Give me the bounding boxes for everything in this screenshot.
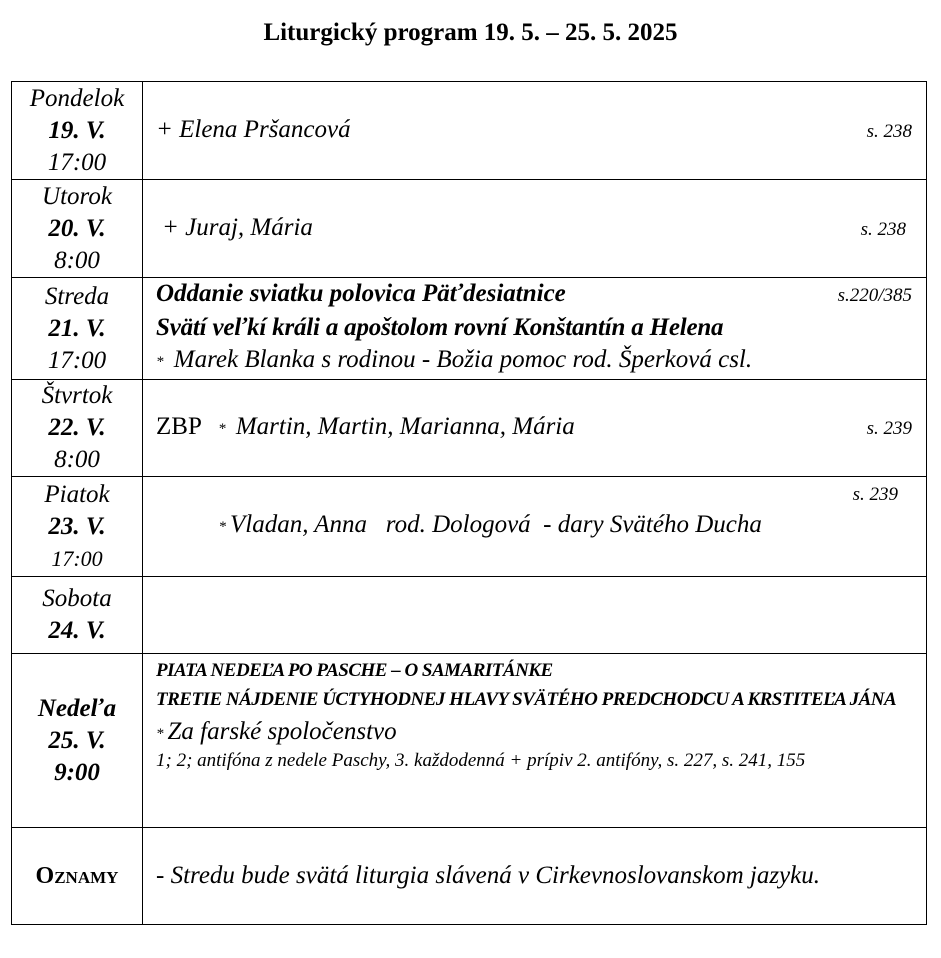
day-date: 23. V. bbox=[48, 512, 106, 540]
asterisk-icon: * bbox=[218, 519, 226, 535]
day-name: Utorok bbox=[42, 182, 112, 210]
day-cell bbox=[12, 380, 143, 477]
table-row bbox=[12, 180, 927, 278]
day-time: 8:00 bbox=[54, 446, 100, 473]
day-date: 21. V. bbox=[48, 314, 106, 342]
liturgy-note: 1; 2; antifóna z nedele Paschy, 3. každodenná + prípiv 2. antifóny, s. 227, s. 241, 155 bbox=[156, 750, 806, 771]
day-cell bbox=[12, 278, 143, 380]
saints-title: Svätí veľkí králi a apoštolom rovní Konštantín a Helena bbox=[156, 314, 724, 341]
day-cell bbox=[12, 82, 143, 180]
page-ref: s.220/385 bbox=[837, 285, 912, 306]
table-row bbox=[12, 278, 927, 380]
intention-text: + Juraj, Mária bbox=[162, 213, 313, 241]
table-row bbox=[12, 380, 927, 477]
content-cell bbox=[143, 654, 927, 828]
table-row bbox=[12, 477, 927, 577]
content-cell bbox=[143, 82, 927, 180]
content-cell bbox=[143, 380, 927, 477]
day-name: Nedeľa bbox=[37, 694, 117, 722]
asterisk-icon: * bbox=[218, 420, 226, 437]
day-cell bbox=[12, 477, 143, 577]
page-title: Liturgický program 19. 5. – 25. 5. 2025 bbox=[263, 19, 678, 46]
announcements-text: - Stredu bude svätá liturgia slávená v Cirkevnoslovanskom jazyku. bbox=[143, 828, 927, 925]
intention-text: Martin, Martin, Marianna, Mária bbox=[235, 412, 575, 440]
day-time: 17:00 bbox=[47, 148, 107, 176]
day-cell bbox=[12, 654, 143, 828]
intention-text: Vladan, Anna rod. Dologová - dary Svätého Ducha bbox=[230, 511, 762, 538]
page-ref: s. 238 bbox=[866, 120, 912, 142]
table-row bbox=[12, 82, 927, 180]
feast-title: Oddanie sviatku polovica Päťdesiatnice bbox=[156, 280, 566, 307]
table-row bbox=[12, 577, 927, 654]
feast-subtitle: TRETIE NÁJDENIE ÚCTYHODNEJ HLAVY SVÄTÉHO PREDCHODCU A KRSTITEĽA JÁNA bbox=[156, 689, 897, 710]
intention-text: Marek Blanka s rodinou - Božia pomoc rod. Šperková csl. bbox=[173, 346, 753, 373]
table-row bbox=[12, 654, 927, 828]
day-date: 22. V. bbox=[48, 414, 106, 441]
day-name: Piatok bbox=[44, 480, 110, 508]
day-date: 25. V. bbox=[48, 726, 106, 754]
day-time: 17:00 bbox=[51, 545, 103, 571]
day-time: 8:00 bbox=[54, 246, 100, 274]
zbp-label: ZBP bbox=[156, 412, 202, 440]
day-name: Pondelok bbox=[29, 84, 125, 112]
asterisk-icon: * bbox=[156, 354, 164, 370]
intention-text: Za farské spoločenstvo bbox=[167, 718, 397, 745]
day-cell bbox=[12, 180, 143, 278]
content-cell bbox=[143, 278, 927, 380]
page-ref: s. 238 bbox=[860, 218, 906, 240]
intention-text: + Elena Pršancová bbox=[156, 115, 351, 143]
day-time: 17:00 bbox=[47, 346, 107, 374]
table-row bbox=[12, 828, 927, 925]
day-date: 19. V. bbox=[48, 116, 106, 144]
day-date: 24. V. bbox=[48, 617, 106, 644]
program-table bbox=[11, 81, 927, 925]
day-name: Štvrtok bbox=[41, 382, 113, 409]
page-ref: s. 239 bbox=[852, 484, 898, 505]
announcements-label: Oznamy bbox=[12, 828, 143, 925]
day-date: 20. V. bbox=[48, 214, 106, 242]
sunday-title: PIATA NEDEĽA PO PASCHE – O SAMARITÁNKE bbox=[156, 660, 553, 681]
day-name: Streda bbox=[44, 282, 110, 310]
content-cell bbox=[143, 577, 927, 654]
day-name: Sobota bbox=[42, 585, 112, 612]
page-ref: s. 239 bbox=[866, 417, 912, 439]
day-time: 9:00 bbox=[54, 758, 100, 786]
content-cell bbox=[143, 180, 927, 278]
day-cell bbox=[12, 577, 143, 654]
content-cell bbox=[143, 477, 927, 577]
asterisk-icon: * bbox=[156, 726, 164, 742]
